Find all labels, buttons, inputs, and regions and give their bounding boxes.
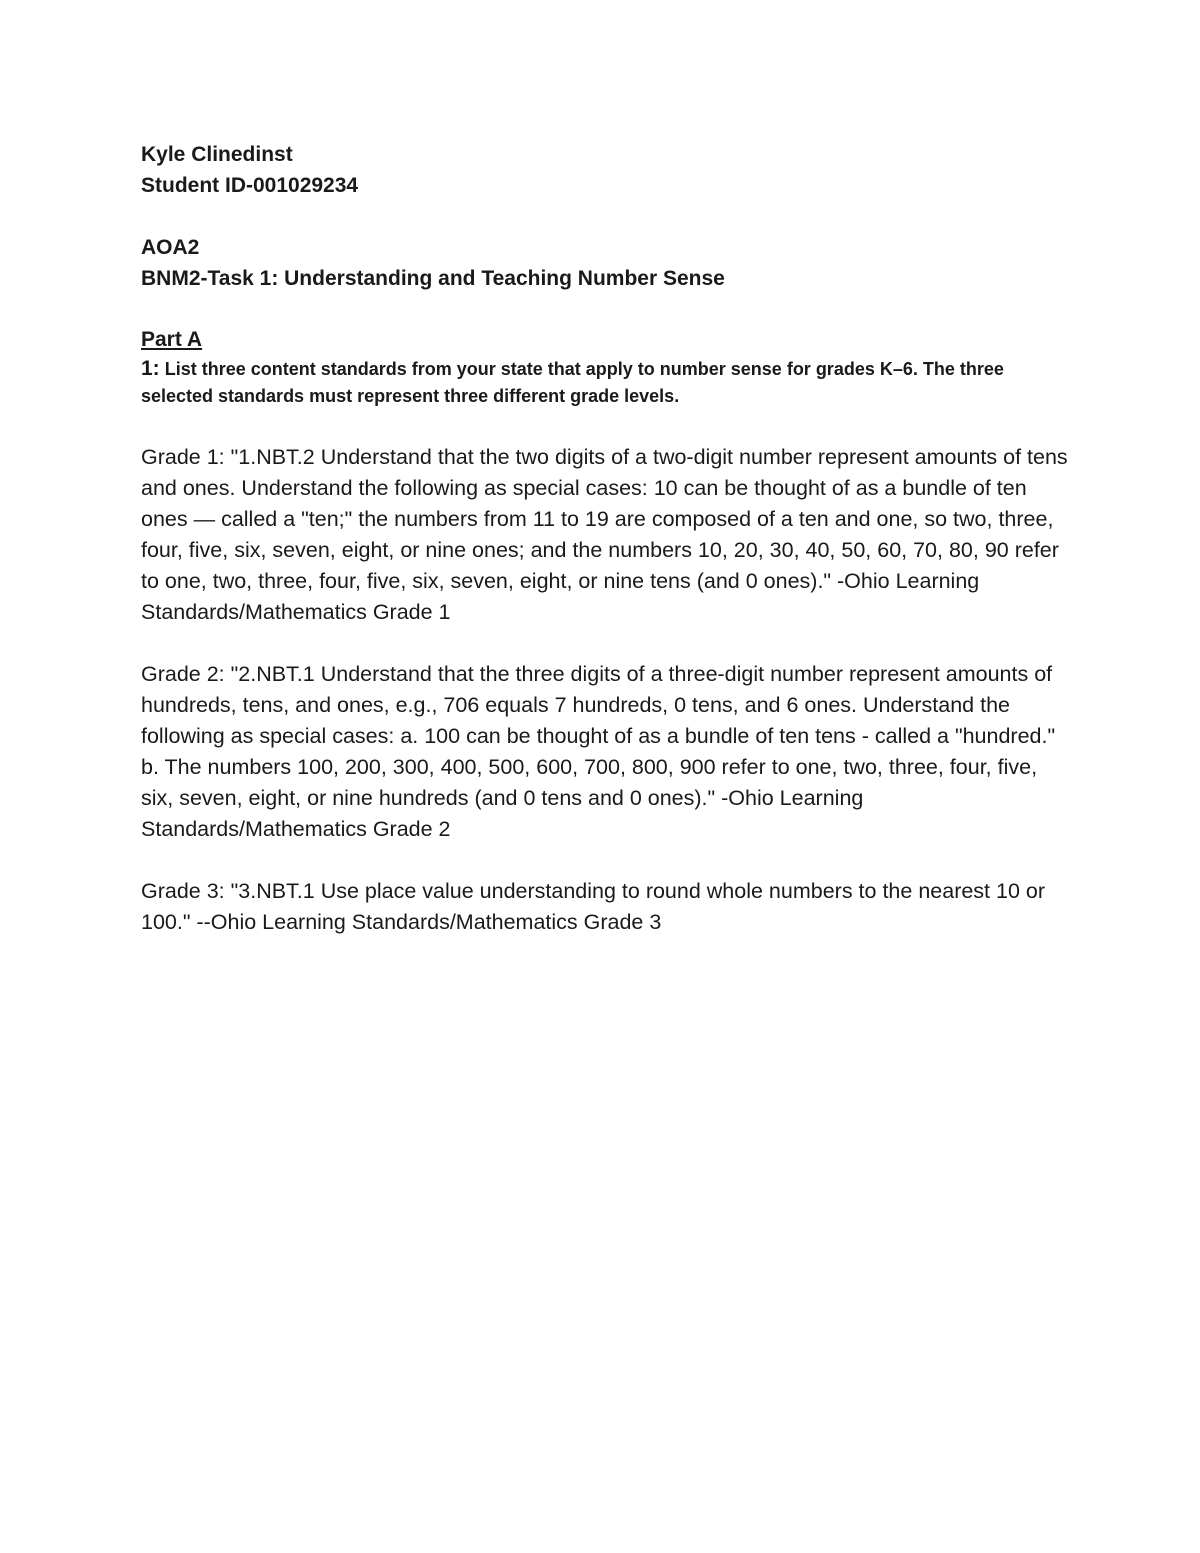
document-content	[141, 139, 1071, 938]
student-id: Student ID-001029234	[141, 174, 359, 197]
answer-grade-3: Grade 3: "3.NBT.1 Use place value understanding to round whole numbers to the nearest 10 or 100." --Ohio Learning Standards/Mathematics Grade 3	[141, 879, 1046, 934]
task-title: BNM2-Task 1: Understanding and Teaching Number Sense	[141, 267, 725, 290]
spacer	[141, 410, 1071, 442]
spacer	[141, 201, 1071, 232]
answer-grade-1: Grade 1: "1.NBT.2 Understand that the two digits of a two-digit number represent amounts of tens and ones. Understand the following as special cases: 10 can be thought of as a bundle of ten ones — called a "ten;" the numbers from 11 to 19 are composed of a ten and one, so two, three, four, five, six, seven, eight, or nine ones; and the numbers 10, 20, 30, 40, 50, 60, 70, 80, 90 refer to one, two, three, four, five, six, seven, eight, or nine tens (and 0 ones)." -Ohio Learning Standards/Mathematics Grade 1	[141, 445, 1068, 624]
question-prompt	[141, 355, 1071, 410]
course-code: AOA2	[141, 236, 200, 259]
question-number: 1:	[141, 357, 160, 380]
spacer	[141, 294, 1071, 324]
answer-grade-2: Grade 2: "2.NBT.1 Understand that the three digits of a three-digit number represent amounts of hundreds, tens, and ones, e.g., 706 equals 7 hundreds, 0 tens, and 6 ones. Understand the following as special cases: a. 100 can be thought of as a bundle of ten tens - called a "hundred." b. The numbers 100, 200, 300, 400, 500, 600, 700, 800, 900 refer to one, two, three, four, five, six, seven, eight, or nine hundreds (and 0 tens and 0 ones)." -Ohio Learning Standards/Mathematics Grade 2	[141, 662, 1056, 841]
spacer	[141, 845, 1071, 876]
question-text: List three content standards from your state that apply to number sense for grades K–6. The three selected standards must represent three different grade levels.	[141, 359, 1004, 406]
author-name: Kyle Clinedinst	[141, 143, 293, 166]
part-title: Part A	[141, 328, 203, 351]
spacer	[141, 628, 1071, 659]
